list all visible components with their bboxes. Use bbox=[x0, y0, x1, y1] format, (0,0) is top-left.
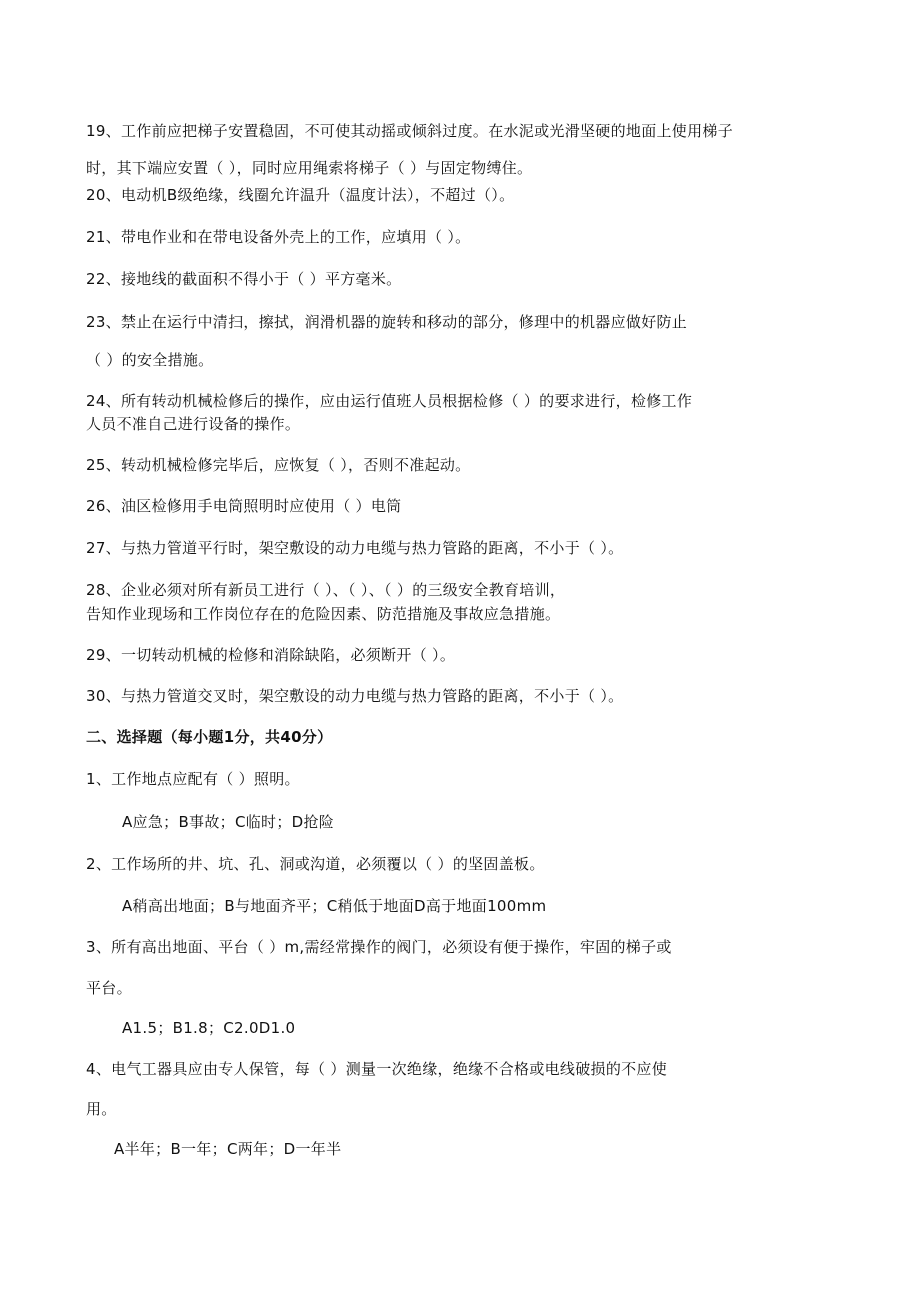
q20: 20、电动机B级绝缘，线圈允许温升（温度计法），不超过（）。 bbox=[86, 186, 515, 204]
mc1-question: 1、工作地点应配有（ ）照明。 bbox=[86, 770, 300, 788]
mc4-question-line2: 用。 bbox=[86, 1100, 117, 1118]
q23-line1: 23、禁止在运行中清扫，擦拭，润滑机器的旋转和移动的部分，修理中的机器应做好防止 bbox=[86, 313, 688, 331]
mc4-question-line1: 4、电气工器具应由专人保管，每（ ）测量一次绝缘，绝缘不合格或电线破损的不应使 bbox=[86, 1060, 668, 1078]
mc4-options: A半年；B一年；C两年；D一年半 bbox=[114, 1140, 342, 1158]
q21: 21、带电作业和在带电设备外壳上的工作，应填用（ ）。 bbox=[86, 228, 471, 246]
q27: 27、与热力管道平行时，架空敷设的动力电缆与热力管路的距离，不小于（ ）。 bbox=[86, 539, 624, 557]
q22: 22、接地线的截面积不得小于（ ）平方毫米。 bbox=[86, 270, 402, 288]
q28-line2: 告知作业现场和工作岗位存在的危险因素、防范措施及事故应急措施。 bbox=[86, 605, 561, 623]
mc3-question-line2: 平台。 bbox=[86, 979, 132, 997]
q19-line1: 19、工作前应把梯子安置稳固，不可使其动摇或倾斜过度。在水泥或光滑坚硬的地面上使用梯子 bbox=[86, 122, 733, 140]
mc2-question: 2、工作场所的井、坑、孔、洞或沟道，必须覆以（ ）的坚固盖板。 bbox=[86, 855, 545, 873]
q26: 26、油区检修用手电筒照明时应使用（ ）电筒 bbox=[86, 497, 402, 515]
q19-line2: 时，其下端应安置（ ），同时应用绳索将梯子（ ）与固定物缚住。 bbox=[86, 159, 533, 177]
mc3-question-line1: 3、所有高出地面、平台（ ）m,需经常操作的阀门，必须设有便于操作，牢固的梯子或 bbox=[86, 938, 672, 956]
q28-line1: 28、企业必须对所有新员工进行（ ）、（ ）、（ ）的三级安全教育培训， bbox=[86, 581, 566, 599]
q25: 25、转动机械检修完毕后，应恢复（ ），否则不准起动。 bbox=[86, 456, 471, 474]
q23-line2: （ ）的安全措施。 bbox=[86, 351, 214, 369]
q29: 29、一切转动机械的检修和消除缺陷，必须断开（ ）。 bbox=[86, 646, 456, 664]
mc1-options: A应急；B事故；C临时；D抢险 bbox=[122, 813, 335, 831]
mc2-options: A稍高出地面；B与地面齐平；C稍低于地面D高于地面100mm bbox=[122, 897, 547, 915]
mc3-options: A1.5；B1.8；C2.0D1.0 bbox=[122, 1019, 296, 1037]
q24-line2: 人员不准自己进行设备的操作。 bbox=[86, 415, 301, 433]
section-heading: 二、选择题（每小题1分，共40分） bbox=[86, 728, 333, 746]
q30: 30、与热力管道交叉时，架空敷设的动力电缆与热力管路的距离，不小于（ ）。 bbox=[86, 687, 624, 705]
q24-line1: 24、所有转动机械检修后的操作，应由运行值班人员根据检修（ ）的要求进行，检修工作 bbox=[86, 392, 693, 410]
